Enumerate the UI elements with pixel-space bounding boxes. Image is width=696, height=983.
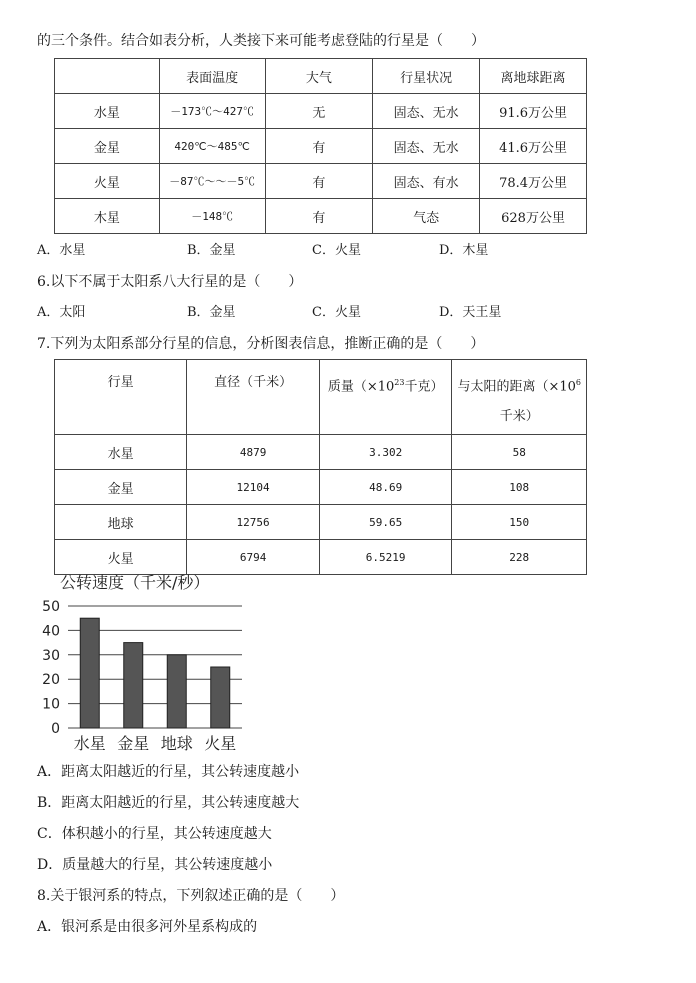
orbital-speed-bar-chart <box>36 568 266 758</box>
q5-stem-tail: 的三个条件。结合如表分析，人类接下来可能考虑登陆的行星是（ ） <box>37 33 485 49</box>
table-cell: 4879 <box>187 435 319 470</box>
table-header-cell: 离地球距离 <box>480 59 587 94</box>
table-cell: －148℃ <box>159 199 265 234</box>
table-cell: 地球 <box>55 505 187 540</box>
distance-header-exp: 6 <box>575 378 581 387</box>
bar-地球 <box>167 655 186 728</box>
table-row <box>55 470 587 505</box>
table-cell: 91.6万公里 <box>480 94 587 129</box>
table-cell: 固态、有水 <box>373 164 480 199</box>
table-header-row <box>55 360 587 435</box>
bar-水星 <box>80 618 99 728</box>
y-tick-label: 30 <box>42 647 60 664</box>
table-cell: 木星 <box>55 199 160 234</box>
table-cell: 59.65 <box>319 505 452 540</box>
table-header-cell: 行星 <box>55 360 187 435</box>
table-cell: 41.6万公里 <box>480 129 587 164</box>
x-tick-label: 火星 <box>204 734 237 753</box>
distance-header-pre: 与太阳的距离（×10 <box>457 379 576 395</box>
table-cell: 12104 <box>187 470 319 505</box>
table-cell: 108 <box>452 470 587 505</box>
planet-conditions-table <box>54 58 587 234</box>
y-tick-label: 10 <box>42 696 60 713</box>
table-row <box>55 505 587 540</box>
option-c: C．火星 <box>312 243 361 258</box>
table-cell: 火星 <box>55 540 187 575</box>
mass-header-pre: 质量（×10 <box>327 379 395 395</box>
mass-header-post: 千克） <box>404 379 444 395</box>
bar-火星 <box>211 667 230 728</box>
table-cell: 48.69 <box>319 470 452 505</box>
table-cell: 气态 <box>373 199 480 234</box>
table-cell: 固态、无水 <box>373 94 480 129</box>
y-tick-label: 0 <box>51 721 60 737</box>
table-cell: 6.5219 <box>319 540 452 575</box>
table-cell: 金星 <box>55 129 160 164</box>
q7-option-d: D．质量越大的行星，其公转速度越小 <box>37 857 273 873</box>
option-d: D．木星 <box>439 243 489 258</box>
y-tick-label: 20 <box>42 672 60 689</box>
table-header-cell: 行星状况 <box>373 59 480 94</box>
q7-stem: 7.下列为太阳系部分行星的信息，分析图表信息，推断正确的是（ ） <box>37 336 485 352</box>
q8-option-a: A．银河系是由很多河外星系构成的 <box>37 919 258 935</box>
table-cell: 6794 <box>187 540 319 575</box>
y-tick-label: 50 <box>42 599 60 615</box>
option-c: C．火星 <box>312 305 361 320</box>
q7-option-b: B．距离太阳越近的行星，其公转速度越大 <box>37 795 300 811</box>
table-cell: 150 <box>452 505 587 540</box>
x-tick-label: 金星 <box>117 734 150 753</box>
q7-option-c: C．体积越小的行星，其公转速度越大 <box>37 826 272 842</box>
table-cell: 有 <box>265 164 373 199</box>
table-cell: 水星 <box>55 94 160 129</box>
table-cell: －87℃～～－5℃ <box>159 164 265 199</box>
option-b: B．金星 <box>187 305 236 320</box>
table-row <box>55 435 587 470</box>
q7-option-a: A．距离太阳越近的行星，其公转速度越小 <box>37 764 300 780</box>
option-a: A．太阳 <box>37 305 86 320</box>
table-header-row <box>55 59 587 94</box>
table-cell: 78.4万公里 <box>480 164 587 199</box>
table-cell: 固态、无水 <box>373 129 480 164</box>
planet-data-table <box>54 359 587 575</box>
table-cell: 金星 <box>55 470 187 505</box>
chart-title: 公转速度（千米/秒） <box>60 573 210 592</box>
table-header-cell: 大气 <box>265 59 373 94</box>
table-row <box>55 94 587 129</box>
table-cell: 12756 <box>187 505 319 540</box>
table-cell: 无 <box>265 94 373 129</box>
x-tick-label: 水星 <box>73 734 106 753</box>
table-header-cell: 表面温度 <box>159 59 265 94</box>
q6-stem: 6.以下不属于太阳系八大行星的是（ ） <box>37 274 303 290</box>
table-cell: 3.302 <box>319 435 452 470</box>
y-tick-label: 40 <box>42 623 60 640</box>
table-row <box>55 199 587 234</box>
option-d: D．天王星 <box>439 305 502 320</box>
table-cell: 火星 <box>55 164 160 199</box>
table-header-cell: 直径（千米） <box>187 360 319 435</box>
bar-金星 <box>124 643 143 728</box>
table-cell: 628万公里 <box>480 199 587 234</box>
table-row <box>55 164 587 199</box>
q8-stem: 8.关于银河系的特点，下列叙述正确的是（ ） <box>37 888 345 904</box>
table-cell: 420℃～485℃ <box>159 129 265 164</box>
mass-header-exp: 23 <box>394 378 405 387</box>
x-tick-label: 地球 <box>160 734 193 753</box>
table-header-cell <box>452 360 587 435</box>
table-cell: 58 <box>452 435 587 470</box>
table-cell: 228 <box>452 540 587 575</box>
table-cell: 有 <box>265 129 373 164</box>
table-header-cell <box>55 59 160 94</box>
distance-header-post: 千米） <box>499 409 539 425</box>
option-b: B．金星 <box>187 243 236 258</box>
table-header-cell <box>319 360 452 435</box>
table-cell: 有 <box>265 199 373 234</box>
table-row <box>55 129 587 164</box>
table-cell: 水星 <box>55 435 187 470</box>
table-cell: －173℃～427℃ <box>159 94 265 129</box>
option-a: A．水星 <box>37 243 86 258</box>
